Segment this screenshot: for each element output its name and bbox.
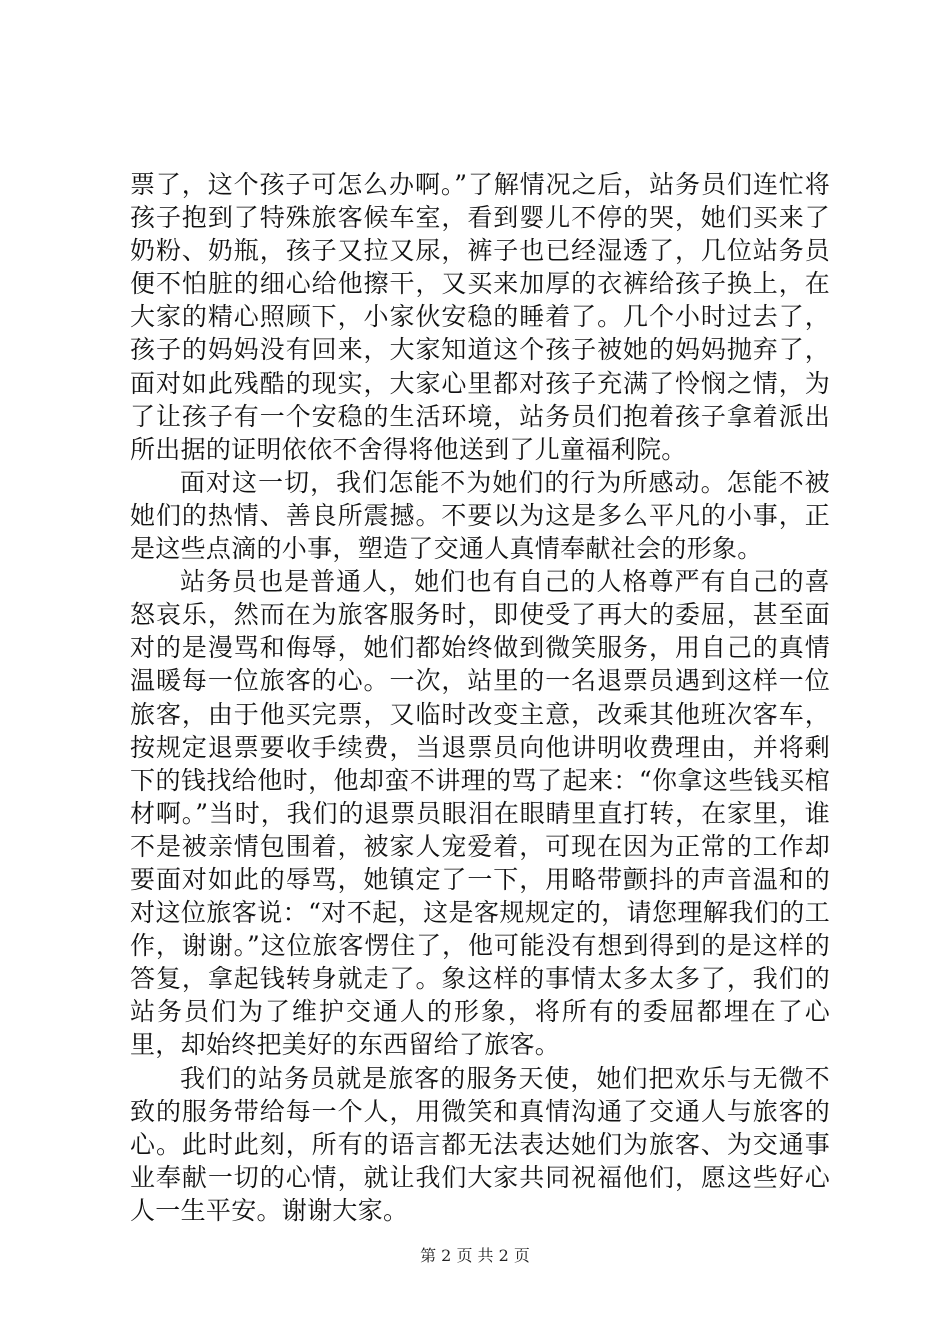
page-footer: 第 2 页 共 2 页 xyxy=(420,1246,530,1265)
paragraph-continuation: 票了，这个孩子可怎么办啊。”了解情况之后，站务员们连忙将孩子抱到了特殊旅客候车室，看到婴儿不停的哭，她们买来了奶粉、奶瓶，孩子又拉又尿，裤子也已经湿透了，几位站务员便不怕脏的细心给他擦干，又买来加厚的衣裤给孩子换上，在大家的精心照顾下，小家伙安稳的睡着了。几个小时过去了，孩子的妈妈没有回来，大家知道这个孩子被她的妈妈抛弃了，面对如此残酷的现实，大家心里都对孩子充满了怜悯之情，为了让孩子有一个安稳的生活环境，站务员们抱着孩子拿着派出所出据的证明依依不舍得将他送到了儿童福利院。 xyxy=(130,170,830,464)
paragraph-station-staff: 站务员也是普通人，她们也有自己的人格尊严有自己的喜怒哀乐，然而在为旅客服务时，即使受了再大的委屈，甚至面对的是漫骂和侮辱，她们都始终做到微笑服务，用自己的真情温暖每一位旅客的心。一次，站里的一名退票员遇到这样一位旅客，由于他买完票，又临时改变主意，改乘其他班次客车，按规定退票要收手续费，当退票员向他讲明收费理由，并将剩下的钱找给他时，他却蛮不讲理的骂了起来：“你拿这些钱买棺材啊。”当时，我们的退票员眼泪在眼睛里直打转，在家里，谁不是被亲情包围着，被家人宠爱着，可现在因为正常的工作却要面对如此的辱骂，她镇定了一下，用略带颤抖的声音温和的对这位旅客说：“对不起，这是客规规定的，请您理解我们的工作，谢谢。”这位旅客愣住了，他可能没有想到得到的是这样的答复，拿起钱转身就走了。象这样的事情太多太多了，我们的站务员们为了维护交通人的形象，将所有的委屈都埋在了心里，却始终把美好的东西留给了旅客。 xyxy=(130,567,830,1060)
paragraph-closing: 我们的站务员就是旅客的服务天使，她们把欢乐与无微不致的服务带给每一个人，用微笑和真情沟通了交通人与旅客的心。此时此刻，所有的语言都无法表达她们为旅客、为交通事业奉献一切的心情，就让我们大家共同祝福他们，愿这些好心人一生平安。谢谢大家。 xyxy=(130,1063,830,1225)
paragraph-moved: 面对这一切，我们怎能不为她们的行为所感动。怎能不被她们的热情、善良所震撼。不要以为这是多么平凡的小事，正是这些点滴的小事，塑造了交通人真情奉献社会的形象。 xyxy=(130,467,830,564)
document-body xyxy=(130,168,830,1227)
